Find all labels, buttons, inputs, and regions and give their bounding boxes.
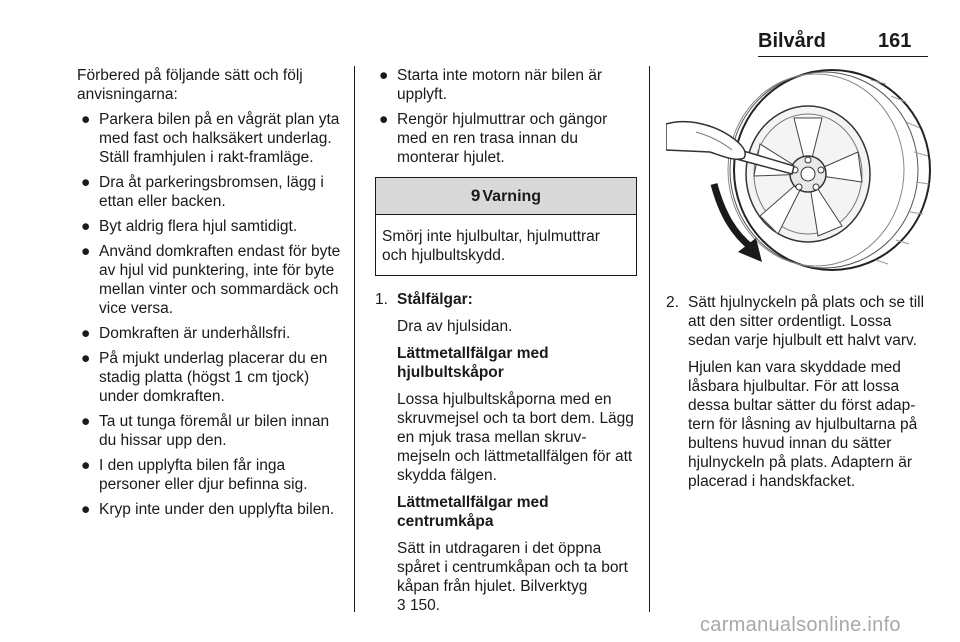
step-number: 2. xyxy=(666,294,679,311)
bullet-icon: ● xyxy=(81,325,91,342)
list-item: ● Dra åt parkeringsbromsen, lägg i ettan eller backen. xyxy=(81,174,324,210)
list-item: ● På mjukt underlag placerar du en stadig platta (högst 1 cm tjock) under domkraften. xyxy=(81,350,328,405)
bullet-icon: ● xyxy=(81,413,91,430)
step-text: Lossa hjulbultskåporna med en skruvmejsel och ta bort dem. Lägg en mjuk trasa mellan skruv-mejseln och lättmetallfälgen för att skydda fälgen. xyxy=(397,391,634,484)
step-number: 1. xyxy=(375,291,388,308)
step-text: Sätt in utdragaren i det öppna spåret i centrumkåpan och ta bort kåpan från hjulet. Bilverktyg 3 150. xyxy=(397,540,628,614)
column-1 xyxy=(77,66,347,525)
steps-list-continued xyxy=(666,293,932,491)
list-item: ● I den upplyfta bilen får inga personer eller djur befinna sig. xyxy=(81,457,308,493)
list-item: ● Använd domkraften endast för byte av hjul vid punktering, inte för byte mellan vinter och sommardäck och vice versa. xyxy=(81,243,341,317)
bullet-icon: ● xyxy=(81,218,91,235)
column-2 xyxy=(375,66,637,623)
list-item: ● Byt aldrig flera hjul samtidigt. xyxy=(81,218,298,235)
list-item: ● Starta inte motorn när bilen är upplyft. xyxy=(379,67,603,103)
bullet-icon: ● xyxy=(81,501,91,518)
step-2 xyxy=(666,293,932,491)
list-item: ● Domkraften är underhållsfri. xyxy=(81,325,291,342)
column-divider-1 xyxy=(354,66,355,612)
subheading: Lättmetallfälgar med centrumkåpa xyxy=(397,494,549,530)
bullet-icon: ● xyxy=(81,350,91,367)
step-text: Hjulen kan vara skyddade med låsbara hjulbultar. För att lossa dessa bultar sätter du först adap-tern för låsning av hjulbultarna på bultens huvud innan du sätter hjulnyckeln på plats. Adaptern är placerad i handskfacket. xyxy=(688,359,918,490)
step-text: Sätt hjulnyckeln på plats och se till att den sitter ordentligt. Lossa sedan varje hjulbult ett halvt varv. xyxy=(688,294,925,349)
column-divider-2 xyxy=(649,66,650,612)
section-title: Bilvård xyxy=(758,30,826,52)
page-number: 161 xyxy=(878,30,912,52)
bullet-icon: ● xyxy=(81,174,91,191)
column-3 xyxy=(666,66,932,499)
list-item: ● Kryp inte under den upplyfta bilen. xyxy=(81,501,335,518)
step-1 xyxy=(375,290,637,615)
bullet-icon: ● xyxy=(81,243,91,260)
bullet-icon: ● xyxy=(379,67,389,84)
safety-list xyxy=(375,66,637,167)
steps-list xyxy=(375,290,637,615)
header-rule xyxy=(758,56,928,57)
watermark: carmanualsonline.info xyxy=(700,614,901,636)
step-title: Stålfälgar: xyxy=(397,291,473,308)
warning-box xyxy=(375,177,637,276)
reference-arrow-icon: 3 xyxy=(397,597,406,614)
list-item: ● Ta ut tunga föremål ur bilen innan du hissar upp den. xyxy=(81,413,330,449)
subheading: Lättmetallfälgar med hjulbultskåpor xyxy=(397,345,549,381)
warning-title: Varning xyxy=(482,188,542,205)
intro-text: Förbered på följande sätt och följ anvisningarna: xyxy=(77,67,303,103)
preparation-list xyxy=(77,110,347,519)
bullet-icon: ● xyxy=(81,457,91,474)
wheel-wrench-illustration xyxy=(666,66,932,276)
warning-triangle-icon: 9 xyxy=(470,186,481,205)
page-header xyxy=(0,0,960,60)
list-item: ● Parkera bilen på en vågrät plan yta med fast och halksäkert underlag. Ställ framhjulen i rakt-framläge. xyxy=(81,111,340,166)
reference-page: 150. xyxy=(409,597,441,614)
bullet-icon: ● xyxy=(81,111,91,128)
warning-text: Smörj inte hjulbultar, hjulmuttrar och hjulbultskydd. xyxy=(382,228,600,264)
list-item: ● Rengör hjulmuttrar och gängor med en ren trasa innan du monterar hjulet. xyxy=(379,111,608,166)
bullet-icon: ● xyxy=(379,111,389,128)
warning-header xyxy=(376,178,636,215)
step-text: Dra av hjulsidan. xyxy=(397,318,513,335)
